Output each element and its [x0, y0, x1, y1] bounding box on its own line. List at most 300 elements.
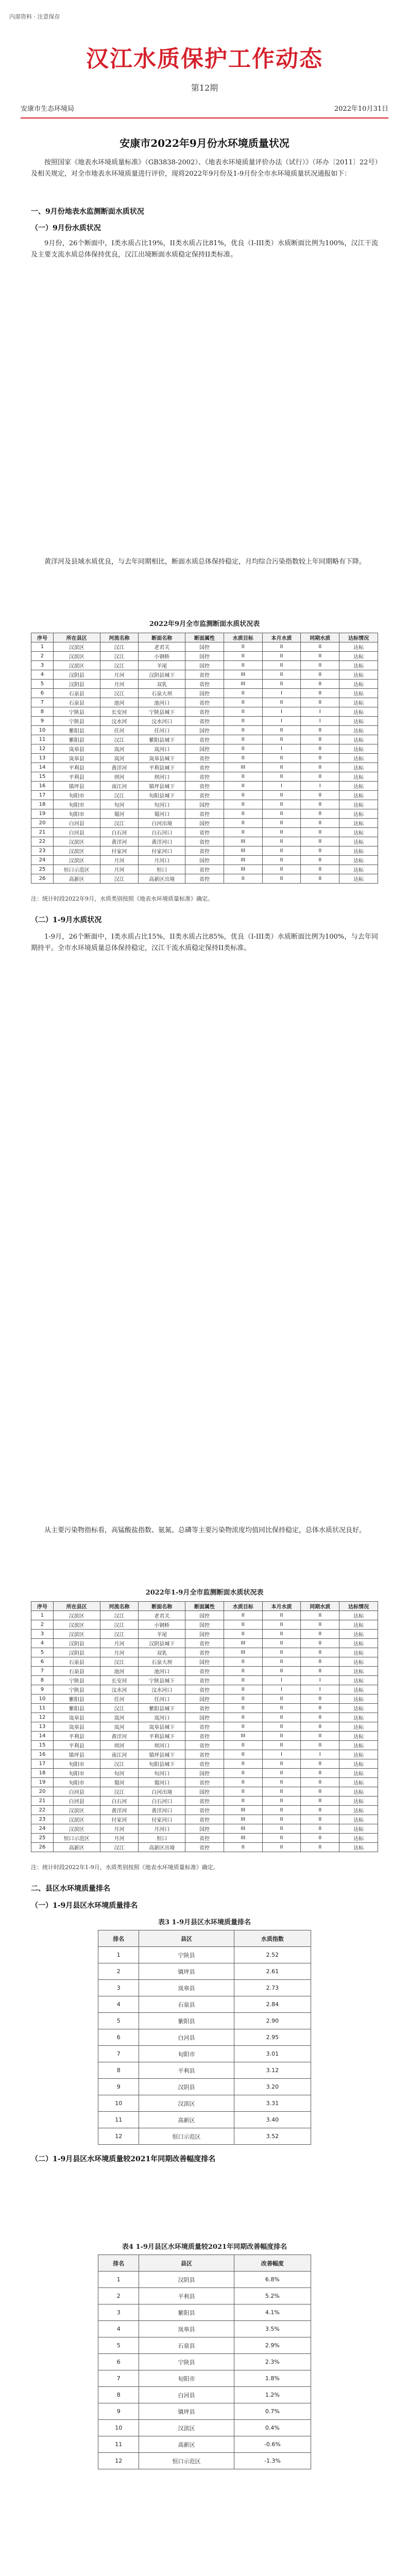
table2-cell: 汉江 — [100, 1630, 139, 1639]
table2-cell: 黄洋河 — [100, 1806, 139, 1815]
table1-cell: 汉江 — [100, 661, 139, 670]
rank2-cell: 4 — [98, 2321, 139, 2337]
table1-cell: 坝河口 — [139, 772, 185, 782]
table2-row — [31, 1694, 378, 1704]
table2-cell: 国控 — [185, 1713, 224, 1722]
table1-cell: 岚皋县 — [53, 754, 100, 763]
table1-cell: III — [224, 865, 262, 874]
table2-cell: II — [224, 1685, 262, 1694]
table2-cell: II — [301, 1759, 339, 1769]
section-1-para-4: 从主要污染物指标看，高锰酸盐指数、氨氮、总磷等主要污染物浓度均值同比保持稳定，总体水质状况良好。 — [44, 1527, 366, 1534]
table1-cell: 月河 — [100, 856, 139, 865]
table1-row — [31, 791, 378, 800]
rank1-cell: 2.90 — [234, 2013, 311, 2029]
table2-cell: 岚皋县城下 — [139, 1722, 185, 1732]
table1-cell: 池河 — [100, 698, 139, 707]
table2-cell: 旬阳市 — [53, 1759, 100, 1769]
rank2-row — [98, 2420, 311, 2436]
table1-cell: 国控 — [185, 642, 224, 652]
table1-row — [31, 837, 378, 846]
table1-cell: 省控 — [185, 837, 224, 846]
table1-cell: II — [301, 735, 339, 744]
table1-cell: 23 — [31, 846, 54, 856]
table1-cell: 达标 — [339, 800, 378, 809]
rank2-row — [98, 2370, 311, 2387]
rank2-row — [98, 2387, 311, 2403]
table1-cell: 达标 — [339, 846, 378, 856]
table2-cell: 岚河口 — [139, 1713, 185, 1722]
table1-cell: 省控 — [185, 828, 224, 837]
table1-cell: II — [262, 698, 301, 707]
table2-cell: 白河县 — [53, 1787, 100, 1797]
table2-cell: II — [224, 1843, 262, 1852]
table2-cell: 11 — [31, 1704, 54, 1713]
table2-header-cell: 断面名称 — [139, 1602, 185, 1611]
table1-cell: 汉滨区 — [53, 856, 100, 865]
table2-cell: 省控 — [185, 1797, 224, 1806]
table2-cell: II — [301, 1797, 339, 1806]
table2-cell: 22 — [31, 1806, 54, 1815]
table1-cell: 9 — [31, 717, 54, 726]
table1-cell: II — [262, 809, 301, 819]
doc-code: 内部资料 · 注意保存 — [9, 13, 60, 20]
table2-header-cell: 断面属性 — [185, 1602, 224, 1611]
table1-cell: 达标 — [339, 661, 378, 670]
table1-cell: II — [301, 828, 339, 837]
table2-cell: II — [301, 1667, 339, 1676]
table1-row — [31, 698, 378, 707]
table1-cell: 国控 — [185, 856, 224, 865]
table1-cell: 白河县 — [53, 828, 100, 837]
table2-row — [31, 1787, 378, 1797]
table2-cell: II — [301, 1824, 339, 1834]
table1-cell: II — [301, 670, 339, 680]
table2-cell: 省控 — [185, 1648, 224, 1657]
table1-row — [31, 717, 378, 726]
table1-row — [31, 661, 378, 670]
table1-cell: II — [224, 874, 262, 884]
rank2-cell: 高新区 — [139, 2436, 234, 2453]
table2-cell: 达标 — [339, 1704, 378, 1713]
table2-cell: 月河 — [100, 1834, 139, 1843]
table1-cell: 省控 — [185, 782, 224, 791]
table2-cell: II — [301, 1834, 339, 1843]
table2-header-cell: 河流名称 — [100, 1602, 139, 1611]
table2-cell: II — [262, 1620, 301, 1630]
rank1-cell: 12 — [98, 2128, 139, 2145]
table2-cell: 19 — [31, 1778, 54, 1787]
table1-cell: 4 — [31, 670, 54, 680]
rank2-row — [98, 2436, 311, 2453]
table2-cell: 镇坪县 — [53, 1750, 100, 1759]
table2-cell: II — [301, 1769, 339, 1778]
table2-cell: II — [224, 1750, 262, 1759]
table1-header-cell: 本月水质 — [262, 633, 301, 642]
rank1-cell: 2.84 — [234, 1996, 311, 2013]
banner-title: 汉江水质保护工作动态 — [86, 46, 323, 72]
table2-row — [31, 1620, 378, 1630]
table2-cell: 白河县 — [53, 1797, 100, 1806]
table1-cell: 平利县 — [53, 772, 100, 782]
table2-cell: 达标 — [339, 1797, 378, 1806]
table2-cell: 坝河口 — [139, 1741, 185, 1750]
table1-cell: II — [262, 661, 301, 670]
table2-cell: 紫阳县 — [53, 1704, 100, 1713]
table2-cell: 国控 — [185, 1611, 224, 1620]
table1-cell: 22 — [31, 837, 54, 846]
table1-header-cell: 河流名称 — [100, 633, 139, 642]
rank1-cell: 5 — [98, 2013, 139, 2029]
table2-cell: 省控 — [185, 1750, 224, 1759]
table1-cell: 宁陕县 — [53, 707, 100, 717]
table2-cell: II — [262, 1824, 301, 1834]
table2-cell: I — [301, 1676, 339, 1685]
table1-cell: II — [262, 726, 301, 735]
table1-row — [31, 707, 378, 717]
table1-cell: II — [301, 800, 339, 809]
table2-cell: II — [224, 1722, 262, 1732]
table2-row — [31, 1834, 378, 1843]
table2-cell: II — [262, 1843, 301, 1852]
table1-cell: 达标 — [339, 735, 378, 744]
rank2-cell: 宁陕县 — [139, 2354, 234, 2370]
table2-cell: II — [262, 1769, 301, 1778]
table1-cell: 坝河 — [100, 772, 139, 782]
table1-cell: 蜀河 — [100, 809, 139, 819]
table2-cell: 汉阴县 — [53, 1639, 100, 1648]
table1-cell: 7 — [31, 698, 54, 707]
doc-title: 安康市2022年9月份水环境质量状况 — [120, 137, 289, 149]
table2-cell: 汉滨区 — [53, 1824, 100, 1834]
table1-cell: 汉江 — [100, 791, 139, 800]
table1-cell: II — [224, 698, 262, 707]
table1-cell: 达标 — [339, 865, 378, 874]
table1-row — [31, 856, 378, 865]
table1-cell: 26 — [31, 874, 54, 884]
table1-row — [31, 782, 378, 791]
table1-cell: 石泉大坝 — [139, 689, 185, 698]
table1-row — [31, 726, 378, 735]
table2-cell: 国控 — [185, 1824, 224, 1834]
table1-cell: 汉滨区 — [53, 652, 100, 661]
table2-cell: 国控 — [185, 1769, 224, 1778]
table1-cell: 池河口 — [139, 698, 185, 707]
table2-cell: II — [262, 1797, 301, 1806]
rank1-cell: 平利县 — [139, 2062, 234, 2079]
rank2-cell: 白河县 — [139, 2387, 234, 2403]
table1-cell: 20 — [31, 819, 54, 828]
table2-cell: 4 — [31, 1639, 54, 1648]
table1-cell: II — [224, 782, 262, 791]
table1-header-cell: 序号 — [31, 633, 54, 642]
table1-cell: 达标 — [339, 856, 378, 865]
table2-cell: 汉滨区 — [53, 1630, 100, 1639]
table1-cell: 达标 — [339, 874, 378, 884]
rank1-cell: 宁陕县 — [139, 1947, 234, 1963]
table1-cell: II — [262, 754, 301, 763]
table2-cell: 汉滨区 — [53, 1611, 100, 1620]
table1-cell: III — [224, 846, 262, 856]
table2-cell: 达标 — [339, 1843, 378, 1852]
table2-cell: 达标 — [339, 1778, 378, 1787]
table2-cell: 石泉大坝 — [139, 1657, 185, 1667]
table1-cell: 旬阳市 — [53, 791, 100, 800]
table2-cell: 省控 — [185, 1732, 224, 1741]
table1-cell: I — [262, 744, 301, 754]
table1-cell: 镇坪县 — [53, 782, 100, 791]
table1-cell: 紫阳县 — [53, 735, 100, 744]
table1-row — [31, 828, 378, 837]
table2-cell: 达标 — [339, 1685, 378, 1694]
table2-cell: 26 — [31, 1843, 54, 1852]
rank2-cell: 11 — [98, 2436, 139, 2453]
table1-row — [31, 680, 378, 689]
table1-cell: 月河口 — [139, 856, 185, 865]
table2-cell: 6 — [31, 1657, 54, 1667]
rank2-cell: 10 — [98, 2420, 139, 2436]
table2-cell: 达标 — [339, 1657, 378, 1667]
table1-cell: 达标 — [339, 652, 378, 661]
table2-cell: 汉滨区 — [53, 1806, 100, 1815]
rank1-row — [98, 1963, 311, 1980]
table2-cell: 汉江 — [100, 1657, 139, 1667]
table1-cell: 达标 — [339, 828, 378, 837]
table2-cell: 省控 — [185, 1759, 224, 1769]
table2-cell: 达标 — [339, 1713, 378, 1722]
table2-cell: 紫阳县城下 — [139, 1704, 185, 1713]
rank1-row — [98, 1996, 311, 2013]
table1-cell: 国控 — [185, 744, 224, 754]
table2-cell: II — [262, 1806, 301, 1815]
table1-cell: 岚皋县城下 — [139, 754, 185, 763]
table1-cell: 14 — [31, 763, 54, 772]
table2-cell: 省控 — [185, 1834, 224, 1843]
table2-cell: 18 — [31, 1769, 54, 1778]
table2-cell: 达标 — [339, 1834, 378, 1843]
table1-cell: 达标 — [339, 754, 378, 763]
table2-cell: 23 — [31, 1815, 54, 1824]
table1-cell: II — [224, 652, 262, 661]
table2-cell: II — [224, 1778, 262, 1787]
table2-cell: II — [224, 1704, 262, 1713]
rank2-cell: 8 — [98, 2387, 139, 2403]
rank2-cell: 1.8% — [234, 2370, 311, 2387]
table1-header-cell: 同期水质 — [301, 633, 339, 642]
table1-cell: 5 — [31, 680, 54, 689]
table2-cell: 高新区出境 — [139, 1843, 185, 1852]
table2-cell: II — [224, 1620, 262, 1630]
rank1-cell: 汉滨区 — [139, 2095, 234, 2112]
rank2-cell: 旬阳市 — [139, 2370, 234, 2387]
table1-cell: II — [301, 661, 339, 670]
table2-cell: I — [301, 1750, 339, 1759]
issuer: 安康市生态环境局 — [21, 105, 75, 113]
table1-row — [31, 819, 378, 828]
table1-cell: III — [224, 670, 262, 680]
table1-cell: 岚皋县 — [53, 744, 100, 754]
table2-row — [31, 1713, 378, 1722]
rank2-cell: 2.9% — [234, 2337, 311, 2354]
table2-cell: II — [224, 1694, 262, 1704]
table2-row — [31, 1797, 378, 1806]
table2-cell: 黄洋河 — [100, 1732, 139, 1741]
table2-cell: II — [301, 1630, 339, 1639]
table2-cell: 池河口 — [139, 1667, 185, 1676]
table2-cell: 旬阳市 — [53, 1778, 100, 1787]
table1-cell: 1 — [31, 642, 54, 652]
table2-row — [31, 1704, 378, 1713]
table1-cell: II — [301, 763, 339, 772]
table2-cell: I — [301, 1685, 339, 1694]
table1-cell: II — [262, 874, 301, 884]
table1-cell: II — [262, 652, 301, 661]
table2-cell: 1 — [31, 1611, 54, 1620]
rank1-cell: 10 — [98, 2095, 139, 2112]
rank2-cell: 平利县 — [139, 2288, 234, 2304]
table2-cell: 恒口示范区 — [53, 1834, 100, 1843]
table2-cell: 达标 — [339, 1648, 378, 1657]
table2-row — [31, 1824, 378, 1834]
table2-row — [31, 1611, 378, 1620]
table1-row — [31, 689, 378, 698]
table2-cell: 16 — [31, 1750, 54, 1759]
table1-cell: 黄洋河 — [100, 837, 139, 846]
table2-cell: 坝河 — [100, 1741, 139, 1750]
table2-cell: 20 — [31, 1787, 54, 1797]
table2-cell: III — [224, 1639, 262, 1648]
rank2-cell: 2 — [98, 2288, 139, 2304]
table1-cell: 达标 — [339, 772, 378, 782]
table2-header-cell: 本月水质 — [262, 1602, 301, 1611]
table1-cell: 月河 — [100, 865, 139, 874]
table2-cell: 池河 — [100, 1667, 139, 1676]
table-2-note: 注：统计时段2022年1-9月，水质类别按照《地表水环境质量标准》确定。 — [31, 1864, 219, 1871]
table2-cell: III — [224, 1648, 262, 1657]
table2-cell: 蜀河口 — [139, 1778, 185, 1787]
table1-row — [31, 670, 378, 680]
table2-cell: 石泉县 — [53, 1667, 100, 1676]
table1-cell: 汉江 — [100, 819, 139, 828]
rank1-row — [98, 1947, 311, 1963]
table1-cell: 3 — [31, 661, 54, 670]
table1-cell: II — [262, 846, 301, 856]
table2-cell: II — [262, 1741, 301, 1750]
table1-cell: 16 — [31, 782, 54, 791]
rank1-cell: 旬阳市 — [139, 2046, 234, 2062]
table1-cell: 省控 — [185, 846, 224, 856]
rank1-cell: 2.73 — [234, 1980, 311, 1996]
rank1-cell: 汉阴县 — [139, 2079, 234, 2095]
rank2-row — [98, 2403, 311, 2420]
table1-cell: 羊尾 — [139, 661, 185, 670]
table1-cell: 长安河 — [100, 707, 139, 717]
table2-cell: 汉阴县城下 — [139, 1639, 185, 1648]
table1-cell: 2 — [31, 652, 54, 661]
table1-cell: I — [301, 717, 339, 726]
table1-cell: I — [262, 717, 301, 726]
table1-cell: 达标 — [339, 689, 378, 698]
table2-cell: II — [224, 1667, 262, 1676]
table2-cell: II — [262, 1611, 301, 1620]
table2-cell: II — [301, 1704, 339, 1713]
table2-cell: II — [301, 1732, 339, 1741]
table2-cell: 汉江 — [100, 1843, 139, 1852]
table2-cell: II — [262, 1759, 301, 1769]
table1-cell: 月河 — [100, 670, 139, 680]
table1-cell: 旬阳市 — [53, 800, 100, 809]
table2-cell: II — [262, 1630, 301, 1639]
table1-cell: 省控 — [185, 707, 224, 717]
table2-cell: 长安河 — [100, 1676, 139, 1685]
table2-row — [31, 1778, 378, 1787]
table1-cell: 汉滨区 — [53, 837, 100, 846]
table2-cell: 付家河 — [100, 1815, 139, 1824]
rank2-cell: 2.3% — [234, 2354, 311, 2370]
table2-cell: 汉江 — [100, 1787, 139, 1797]
rank2-cell: -1.3% — [234, 2453, 311, 2469]
table2-cell: II — [224, 1797, 262, 1806]
table1-cell: 达标 — [339, 707, 378, 717]
table1-cell: 高新区出境 — [139, 874, 185, 884]
table1-row — [31, 800, 378, 809]
rank2-cell: 镇坪县 — [139, 2403, 234, 2420]
county-improvement-table — [98, 2255, 311, 2469]
table1-cell: 白石河 — [100, 828, 139, 837]
rank2-header-cell: 改善幅度 — [234, 2255, 311, 2272]
table1-cell: 达标 — [339, 819, 378, 828]
table2-cell: 恒口 — [139, 1834, 185, 1843]
table1-cell: 石泉县 — [53, 698, 100, 707]
table1-cell: II — [301, 865, 339, 874]
table1-row — [31, 763, 378, 772]
table1-cell: II — [262, 865, 301, 874]
table1-cell: 白河县 — [53, 819, 100, 828]
table2-cell: 达标 — [339, 1732, 378, 1741]
table1-row — [31, 744, 378, 754]
issuer-line — [21, 103, 388, 115]
table2-cell: II — [301, 1806, 339, 1815]
rank1-header-cell: 县区 — [139, 1930, 234, 1947]
table2-cell: II — [224, 1630, 262, 1639]
table1-cell: II — [224, 800, 262, 809]
rank2-cell: 0.7% — [234, 2403, 311, 2420]
table1-cell: II — [224, 828, 262, 837]
table-1-note: 注：统计时段2022年9月，水质类别按照《地表水环境质量标准》确定。 — [31, 895, 213, 902]
table1-cell: II — [224, 754, 262, 763]
table2-cell: 国控 — [185, 1657, 224, 1667]
table1-cell: II — [262, 735, 301, 744]
rank2-cell: 1 — [98, 2272, 139, 2288]
rank2-cell: 3.5% — [234, 2321, 311, 2337]
table2-cell: 旬阳县城下 — [139, 1759, 185, 1769]
table2-row — [31, 1741, 378, 1750]
table2-cell: II — [301, 1741, 339, 1750]
table1-cell: 17 — [31, 791, 54, 800]
table1-cell: 任河 — [100, 726, 139, 735]
table1-cell: 达标 — [339, 809, 378, 819]
table2-cell: 高新区 — [53, 1843, 100, 1852]
table2-cell: 国控 — [185, 1787, 224, 1797]
rank2-cell: 5 — [98, 2337, 139, 2354]
rank1-cell: 11 — [98, 2112, 139, 2128]
table1-cell: 8 — [31, 707, 54, 717]
table2-cell: II — [262, 1648, 301, 1657]
table1-cell: 6 — [31, 689, 54, 698]
table2-row — [31, 1722, 378, 1732]
table1-cell: 汉阴县 — [53, 670, 100, 680]
table1-cell: II — [262, 642, 301, 652]
table2-cell: 省控 — [185, 1704, 224, 1713]
